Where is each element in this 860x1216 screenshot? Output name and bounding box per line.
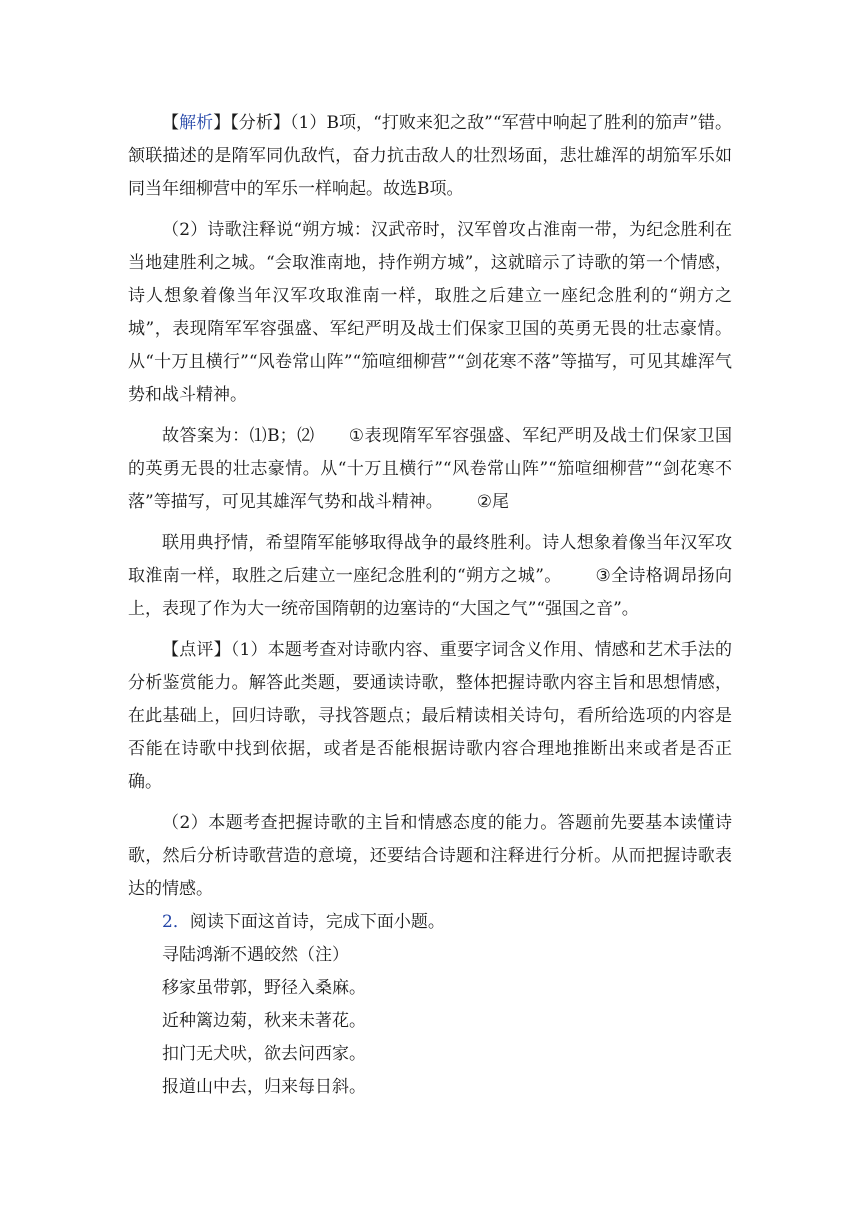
circled-number-2: ② (476, 492, 492, 512)
question-2-number: 2． (162, 912, 190, 932)
question-2-prompt-text: 阅读下面这首诗，完成下面小题。 (189, 912, 445, 932)
poem-line-3: 扣门无犬吠，欲去问西家。 (162, 1044, 366, 1064)
question-2-prompt (128, 906, 732, 939)
answer-paragraph-1 (128, 420, 732, 519)
answer-paragraph-2 (128, 527, 732, 626)
poem-title: 寻陆鸿渐不遇皎然（注） (162, 945, 349, 965)
comment-paragraph-2: （2）本题考查把握诗歌的主旨和情感态度的能力。答题前先要基本读懂诗歌，然后分析诗歌营造的意境，还要结合诗题和注释进行分析。从而把握诗歌表达的情感。 (128, 813, 732, 899)
analysis-tag-open: 【 (162, 113, 180, 133)
poem-line-4: 报道山中去，归来每日斜。 (162, 1077, 366, 1097)
poem-line-1: 移家虽带郭，野径入桑麻。 (162, 978, 366, 998)
answer-text-2-cont: 联用典抒情，希望隋军能够取得战争的最终胜利。诗人想象着像当年汉军攻取淮南一样，取胜之后建立一座纪念胜利的“朔方之城”。 (128, 533, 732, 586)
analysis-tag-rest: 】【分析】 (213, 113, 290, 133)
answer-text-2: 尾 (491, 492, 509, 512)
circled-number-1: ① (348, 426, 364, 446)
analysis-paragraph-2: （2）诗歌注释说“朔方城：汉武帝时，汉军曾攻占淮南一带，为纪念胜利在当地建胜利之城。“会取淮南地，持作朔方城”，这就暗示了诗歌的第一个情感，诗人想象着像当年汉军攻取淮南一样，取胜之后建立一座纪念胜利的“朔方之城”，表现隋军军容强盛、军纪严明及战士们保家卫国的英勇无畏的壮志豪情。从“十万且横行”“风卷常山阵”“笳喧细柳营”“剑花寒不落”等描写，可见其雄浑气势和战斗精神。 (128, 220, 732, 405)
analysis-tag-link[interactable]: 解析 (179, 113, 214, 133)
poem-line-2: 近种篱边菊，秋来未著花。 (162, 1011, 366, 1031)
answer-text-3: 全诗格调昂扬向上，表现了作为大一统帝国隋朝的边塞诗的“大国之气”“强国之音”。 (128, 566, 732, 619)
circled-number-3: ③ (595, 566, 611, 586)
comment-paragraph-1: 【点评】（1）本题考查对诗歌内容、重要字词含义作用、情感和艺术手法的分析鉴赏能力。解答此类题，要通读诗歌，整体把握诗歌内容主旨和思想情感，在此基础上，回归诗歌，寻找答题点；最后精读相关诗句，看所给选项的内容是否能在诗歌中找到依据，或者是否能根据诗歌内容合理地推断出来或者是否正确。 (128, 640, 732, 792)
analysis-text-1: （1）B项，“打败来犯之敌”“军营中响起了胜利的笳声”错。颔联描述的是隋军同仇敌忾，奋力抗击敌人的壮烈场面，悲壮雄浑的胡笳军乐如同当年细柳营中的军乐一样响起。故选B项。 (128, 113, 733, 199)
analysis-paragraph-1 (128, 107, 732, 206)
answer-text-1: 表现隋军军容强盛、军纪严明及战士们保家卫国的英勇无畏的壮志豪情。从“十万且横行”“风卷常山阵”“笳喧细柳营”“剑花寒不落”等描写，可见其雄浑气势和战斗精神。 (128, 426, 732, 512)
answer-lead: 故答案为：⑴B；⑵ (162, 426, 315, 446)
